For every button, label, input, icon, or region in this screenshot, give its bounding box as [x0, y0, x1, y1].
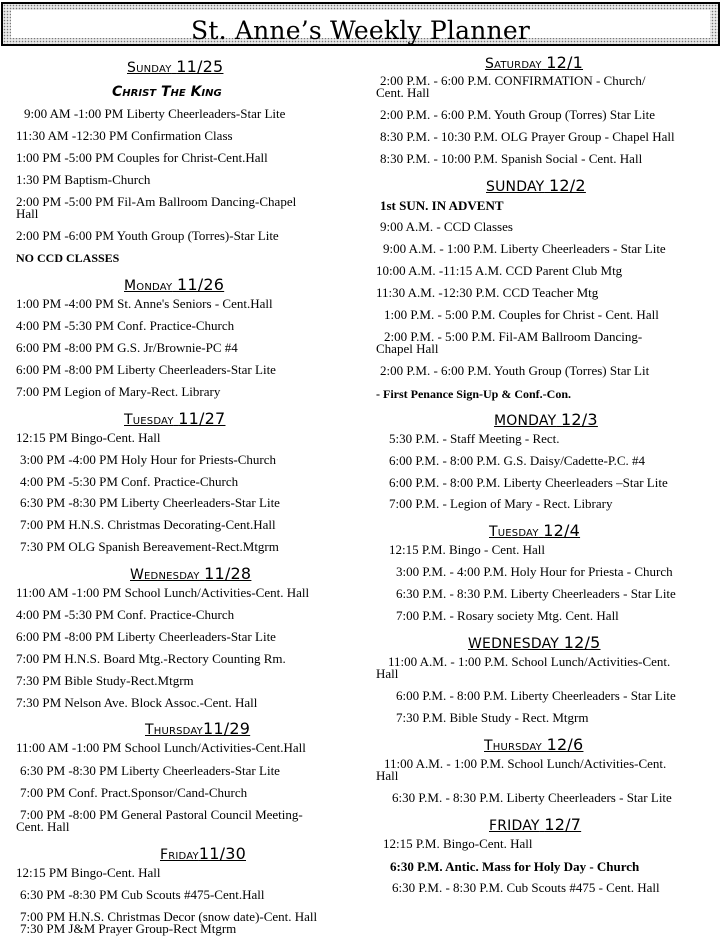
- event-line: 6:00 PM -8:00 PM Liberty Cheerleaders-Star Lite: [16, 362, 276, 377]
- event-line: 12:15 P.M. Bingo - Cent. Hall: [389, 542, 546, 557]
- event-line: 2:00 P.M. - 6:00 P.M. Youth Group (Torres) Star Lit: [380, 363, 650, 378]
- event-line: 7:30 PM OLG Spanish Bereavement-Rect.Mtgrm: [20, 539, 279, 554]
- event-line: 1:00 PM -5:00 PM Couples for Christ-Cent.Hall: [16, 150, 268, 165]
- event-line-cont: Cent. Hall: [16, 819, 70, 834]
- event-line: 7:00 PM Conf. Pract.Sponsor/Cand-Church: [20, 785, 248, 800]
- event-line: 2:00 PM -5:00 PM Fil-Am Ballroom Dancing-Chapel: [16, 194, 297, 209]
- feast-title: 1st SUN. IN ADVENT: [380, 198, 504, 213]
- event-line: 6:00 P.M. - 8:00 P.M. Liberty Cheerleaders –Star Lite: [389, 475, 668, 490]
- event-line: 8:30 P.M. - 10:30 P.M. OLG Prayer Group - Chapel Hall: [380, 129, 675, 144]
- page-title: St. Anne’s Weekly Planner: [191, 16, 530, 45]
- event-line: 12:15 PM Bingo-Cent. Hall: [16, 430, 161, 445]
- event-line: 11:00 A.M. - 1:00 P.M. School Lunch/Activities-Cent.: [388, 654, 671, 669]
- event-line-highlight: 6:30 P.M. Antic. Mass for Holy Day - Church: [390, 859, 640, 874]
- event-line: 7:30 P.M. Bible Study - Rect. Mtgrm: [396, 710, 589, 725]
- event-line: 2:00 P.M. - 5:00 P.M. Fil-AM Ballroom Dancing-: [384, 329, 643, 344]
- event-line: 6:30 PM -8:30 PM Cub Scouts #475-Cent.Hall: [20, 887, 265, 902]
- event-line: 7:00 P.M. - Legion of Mary - Rect. Library: [389, 496, 613, 511]
- event-line: 1:30 PM Baptism-Church: [16, 172, 151, 187]
- event-line: 7:00 P.M. - Rosary society Mtg. Cent. Hall: [396, 608, 619, 623]
- feast-title: Christ The King: [112, 84, 222, 100]
- event-line: 11:00 A.M. - 1:00 P.M. School Lunch/Activities-Cent.: [384, 756, 667, 771]
- day-header-thursday-11-29: Thursday11/29: [145, 719, 251, 738]
- event-line: 12:15 P.M. Bingo-Cent. Hall: [383, 836, 533, 851]
- event-line: 11:00 AM -1:00 PM School Lunch/Activities-Cent. Hall: [16, 585, 310, 600]
- event-line: 7:30 PM J&M Prayer Group-Rect Mtgrm: [20, 921, 237, 936]
- event-line-cont: Hall: [376, 768, 399, 783]
- event-line: 6:00 PM -8:00 PM G.S. Jr/Brownie-PC #4: [16, 340, 238, 355]
- event-line: 7:00 PM H.N.S. Board Mtg.-Rectory Counting Rm.: [16, 651, 286, 666]
- day-header-thursday-12-6: Thursday 12/6: [484, 735, 584, 754]
- day-header-sunday-12-2: SUNDAY 12/2: [486, 176, 586, 195]
- day-header-friday-12-7: FRIDAY 12/7: [489, 815, 582, 834]
- event-line: 7:30 PM Nelson Ave. Block Assoc.-Cent. Hall: [16, 695, 258, 710]
- notice-line: NO CCD CLASSES: [16, 251, 120, 265]
- event-line: 6:30 PM -8:30 PM Liberty Cheerleaders-Star Lite: [20, 495, 280, 510]
- event-line-cont: Hall: [16, 206, 39, 221]
- event-line: 2:00 P.M. - 6:00 P.M. CONFIRMATION - Church/: [380, 73, 646, 88]
- event-line: 11:30 A.M. -12:30 P.M. CCD Teacher Mtg: [376, 285, 599, 300]
- event-line: 7:00 PM Legion of Mary-Rect. Library: [16, 384, 221, 399]
- notice-line: - First Penance Sign-Up & Conf.-Con.: [376, 387, 571, 401]
- event-line: 4:00 PM -5:30 PM Conf. Practice-Church: [16, 607, 235, 622]
- event-line: 5:30 P.M. - Staff Meeting - Rect.: [389, 431, 560, 446]
- event-line: 7:30 PM Bible Study-Rect.Mtgrm: [16, 673, 194, 688]
- day-header-saturday-12-1: Saturday 12/1: [485, 53, 584, 72]
- event-line: 6:30 P.M. - 8:30 P.M. Liberty Cheerleaders - Star Lite: [396, 586, 676, 601]
- event-line: 2:00 P.M. - 6:00 P.M. Youth Group (Torres) Star Lite: [380, 107, 655, 122]
- event-line: 3:00 P.M. - 4:00 P.M. Holy Hour for Priesta - Church: [396, 564, 673, 579]
- day-header-tuesday-11-27: Tuesday 11/27: [124, 409, 226, 428]
- event-line-cont: Chapel Hall: [376, 341, 439, 356]
- event-line: 1:00 PM -4:00 PM St. Anne's Seniors - Cent.Hall: [16, 296, 273, 311]
- event-line: 4:00 PM -5:30 PM Conf. Practice-Church: [16, 318, 235, 333]
- event-line: 6:00 P.M. - 8:00 P.M. Liberty Cheerleaders - Star Lite: [396, 688, 676, 703]
- day-header-sunday-11-25: Sunday 11/25: [127, 57, 224, 76]
- event-line: 6:30 P.M. - 8:30 P.M. Cub Scouts #475 - Cent. Hall: [392, 880, 660, 895]
- day-header-friday-11-30: Friday11/30: [160, 844, 246, 863]
- event-line: 6:00 P.M. - 8:00 P.M. G.S. Daisy/Cadette-P.C. #4: [389, 453, 646, 468]
- event-line: 7:00 PM -8:00 PM General Pastoral Council Meeting-: [20, 807, 303, 822]
- event-line: 7:00 PM H.N.S. Christmas Decorating-Cent.Hall: [20, 517, 276, 532]
- day-header-monday-12-3: MONDAY 12/3: [494, 410, 598, 429]
- event-line: 7:00 PM H.N.S. Christmas Decor (snow date)-Cent. Hall: [20, 909, 318, 924]
- event-line: 9:00 A.M. - 1:00 P.M. Liberty Cheerleaders - Star Lite: [383, 241, 666, 256]
- event-line: 1:00 P.M. - 5:00 P.M. Couples for Christ - Cent. Hall: [384, 307, 659, 322]
- event-line: 6:30 PM -8:30 PM Liberty Cheerleaders-Star Lite: [20, 763, 280, 778]
- event-line: 6:00 PM -8:00 PM Liberty Cheerleaders-Star Lite: [16, 629, 276, 644]
- event-line: 6:30 P.M. - 8:30 P.M. Liberty Cheerleaders - Star Lite: [392, 790, 672, 805]
- event-line: 12:15 PM Bingo-Cent. Hall: [16, 865, 161, 880]
- event-line: 11:30 AM -12:30 PM Confirmation Class: [16, 128, 233, 143]
- event-line: 9:00 AM -1:00 PM Liberty Cheerleaders-Star Lite: [24, 106, 286, 121]
- event-line: 11:00 AM -1:00 PM School Lunch/Activities-Cent.Hall: [16, 740, 306, 755]
- day-header-tuesday-12-4: Tuesday 12/4: [489, 521, 581, 540]
- event-line: 10:00 A.M. -11:15 A.M. CCD Parent Club Mtg: [376, 263, 623, 278]
- day-header-wednesday-12-5: WEDNESDAY 12/5: [468, 633, 601, 652]
- event-line: 8:30 P.M. - 10:00 P.M. Spanish Social - Cent. Hall: [380, 151, 643, 166]
- event-line: 4:00 PM -5:30 PM Conf. Practice-Church: [20, 474, 239, 489]
- event-line: 2:00 PM -6:00 PM Youth Group (Torres)-Star Lite: [16, 228, 279, 243]
- event-line: 3:00 PM -4:00 PM Holy Hour for Priests-Church: [20, 452, 277, 467]
- event-line: 9:00 A.M. - CCD Classes: [380, 219, 513, 234]
- day-header-monday-11-26: Monday 11/26: [124, 275, 225, 294]
- event-line-cont: Hall: [376, 666, 399, 681]
- title-banner: [1, 2, 720, 46]
- day-header-wednesday-11-28: Wednesday 11/28: [130, 564, 252, 583]
- event-line-cont: Cent. Hall: [376, 85, 430, 100]
